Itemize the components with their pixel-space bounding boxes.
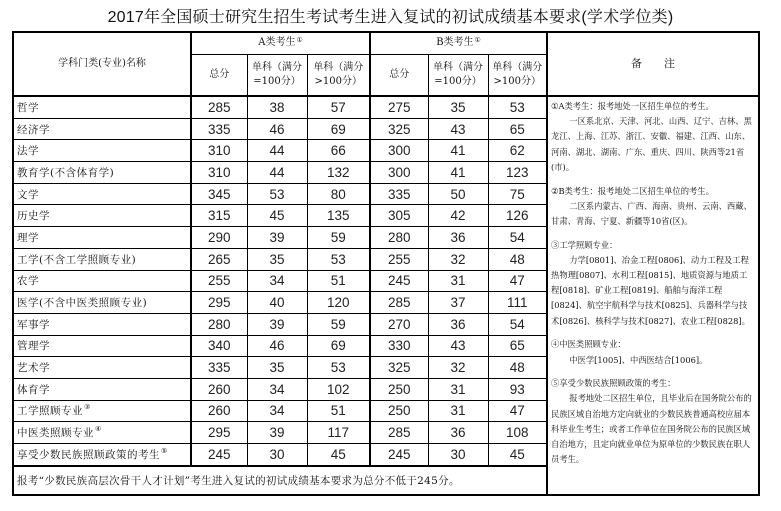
subject-name (13, 205, 191, 227)
a-total-cell: 315 (191, 205, 247, 227)
a-total-cell: 340 (191, 335, 247, 357)
subject-name-text: 经济学 (17, 123, 50, 136)
a-single-100-cell: 34 (247, 400, 307, 422)
a-total-cell: 310 (191, 162, 247, 184)
a-total-cell: 310 (191, 140, 247, 162)
a-single-over100-cell: 59 (307, 227, 370, 249)
footnote-mark: ① (474, 36, 481, 45)
a-single-over100-cell: 59 (307, 313, 370, 335)
b-single-over100-cell: 45 (488, 444, 547, 466)
a-single-over100-cell: 51 (307, 270, 370, 292)
subject-name-text: 医学(不含中医类照顾专业) (17, 297, 148, 310)
a-single-100-cell: 46 (247, 118, 307, 140)
b-total-cell: 245 (370, 270, 428, 292)
footnote-mark: ① (296, 36, 303, 45)
b-total-cell: 300 (370, 140, 428, 162)
b-single-100-cell: 36 (428, 313, 488, 335)
b-single-over100-cell: 123 (488, 162, 547, 184)
a-single-100-cell: 35 (247, 248, 307, 270)
b-single-100-cell: 42 (428, 205, 488, 227)
subject-name (13, 118, 191, 140)
a-total-cell: 335 (191, 118, 247, 140)
group-b-header (370, 32, 547, 54)
b-single-over100-cell: 65 (488, 118, 547, 140)
group-a-label: A类考生 (258, 37, 296, 49)
subject-name (13, 357, 191, 379)
subject-name (13, 140, 191, 162)
a-single-over100-cell: 51 (307, 400, 370, 422)
b-single-over100-cell: 54 (488, 313, 547, 335)
subject-name (13, 378, 191, 400)
subject-name (13, 444, 191, 466)
b-single-100-cell: 31 (428, 270, 488, 292)
b-single-over100-cell: 47 (488, 400, 547, 422)
b-single-over100-cell: 108 (488, 422, 547, 444)
subject-name-text: 法学 (17, 145, 39, 158)
b-total-cell: 325 (370, 118, 428, 140)
notes-column-header (547, 32, 759, 96)
a-single-over100-cell: 45 (307, 444, 370, 466)
a-total-cell: 260 (191, 400, 247, 422)
b-single-over100-cell: 48 (488, 248, 547, 270)
subject-name (13, 227, 191, 249)
note-2 (551, 184, 755, 230)
b-total-cell: 255 (370, 248, 428, 270)
b-total-cell: 305 (370, 205, 428, 227)
subject-name-text: 农学 (17, 275, 39, 288)
a-single-over100-cell: 69 (307, 118, 370, 140)
b-single-100-cell: 32 (428, 248, 488, 270)
a-single-over100-cell: 53 (307, 357, 370, 379)
notes-label: 备 注 (631, 57, 676, 70)
b-total-cell: 325 (370, 357, 428, 379)
a-total-cell: 290 (191, 227, 247, 249)
a-total-cell: 345 (191, 183, 247, 205)
b-single-over100-cell: 62 (488, 140, 547, 162)
a-single-over100-cell: 117 (307, 422, 370, 444)
b-single-over100-cell: 48 (488, 357, 547, 379)
subject-column-label: 学科门类(专业)名称 (58, 58, 146, 69)
a-single-100-cell: 35 (247, 357, 307, 379)
subject-name (13, 270, 191, 292)
a-single-100-cell: 38 (247, 96, 307, 118)
a-single-100-cell: 30 (247, 444, 307, 466)
page-title: 2017年全国硕士研究生招生考试考生进入复试的初试成绩基本要求(学术学位类) (107, 9, 674, 26)
b-total-cell: 275 (370, 96, 428, 118)
a-total-cell: 245 (191, 444, 247, 466)
a-single-100-cell: 39 (247, 227, 307, 249)
subject-name-text: 文学 (17, 188, 39, 201)
subject-name (13, 313, 191, 335)
a-single-over100-cell: 57 (307, 96, 370, 118)
b-single-100-header: 单科（满分=100分） (428, 54, 488, 96)
b-single-100-cell: 41 (428, 140, 488, 162)
subject-name-text: 教育学(不含体育学) (17, 166, 115, 179)
note-heading: ②B类考生：报考地处二区招生单位的考生。 (551, 185, 714, 196)
note-body: 力学[0801]、冶金工程[0806]、动力工程及工程热物理[0807]、水利工程[0815]、地质资源与地质工程[0818]、矿业工程[0819]、船舶与海洋工程[0824]、航空宇航科学与技术[0825]、兵器科学与技术[0826]、核科学与技术[0827]、农业工程[0828]。 (551, 254, 750, 326)
note-body: 中医学[1005]、中西医结合[1006]。 (569, 354, 708, 365)
subject-name (13, 335, 191, 357)
b-total-cell: 280 (370, 227, 428, 249)
b-single-over100-header: 单科（满分>100分） (488, 54, 547, 96)
b-single-over100-cell: 93 (488, 378, 547, 400)
b-total-cell: 335 (370, 183, 428, 205)
a-single-100-cell: 46 (247, 335, 307, 357)
note-body: 二区系内蒙古、广西、海南、贵州、云南、西藏、甘肃、青海、宁夏、新疆等10省(区)。 (551, 200, 752, 226)
a-single-over100-cell: 80 (307, 183, 370, 205)
b-total-header: 总分 (370, 54, 428, 96)
b-single-over100-cell: 47 (488, 270, 547, 292)
note-4 (551, 337, 755, 367)
b-single-over100-cell: 54 (488, 227, 547, 249)
subject-name (13, 162, 191, 184)
subject-name-text: 享受少数民族照顾政策的考生 (17, 448, 160, 461)
a-single-over100-cell: 120 (307, 292, 370, 314)
a-single-100-cell: 34 (247, 378, 307, 400)
a-total-cell: 285 (191, 96, 247, 118)
a-total-cell: 335 (191, 357, 247, 379)
b-single-100-cell: 31 (428, 378, 488, 400)
a-single-100-cell: 39 (247, 422, 307, 444)
b-single-over100-cell: 53 (488, 96, 547, 118)
b-single-100-cell: 36 (428, 422, 488, 444)
a-single-over100-cell: 66 (307, 140, 370, 162)
a-total-cell: 295 (191, 422, 247, 444)
notes-cell (547, 96, 759, 495)
a-single-over100-cell: 102 (307, 378, 370, 400)
a-single-over100-header: 单科（满分>100分） (307, 54, 370, 96)
footer-note: 报考“少数民族高层次骨干人才计划”考生进入复试的初试成绩基本要求为总分不低于245分。 (13, 466, 547, 495)
table-row (13, 96, 759, 118)
a-total-cell: 280 (191, 313, 247, 335)
a-single-100-cell: 44 (247, 140, 307, 162)
a-single-100-cell: 44 (247, 162, 307, 184)
b-single-over100-cell: 65 (488, 335, 547, 357)
b-total-cell: 300 (370, 162, 428, 184)
b-total-cell: 285 (370, 422, 428, 444)
a-total-cell: 255 (191, 270, 247, 292)
subject-name (13, 183, 191, 205)
b-single-100-cell: 37 (428, 292, 488, 314)
b-single-100-cell: 35 (428, 96, 488, 118)
subject-name-text: 体育学 (17, 383, 50, 396)
a-single-over100-cell: 69 (307, 335, 370, 357)
b-single-over100-cell: 126 (488, 205, 547, 227)
note-heading: ①A类考生：报考地处一区招生单位的考生。 (551, 101, 714, 111)
group-b-label: B类考生 (436, 37, 474, 49)
b-single-100-cell: 36 (428, 227, 488, 249)
note-heading: ④中医类照顾专业： (551, 339, 626, 350)
a-total-cell: 295 (191, 292, 247, 314)
subject-name-text: 理学 (17, 231, 39, 244)
subject-name-text: 工学(不含工学照顾专业) (17, 253, 137, 266)
b-total-cell: 245 (370, 444, 428, 466)
b-total-cell: 285 (370, 292, 428, 314)
subject-name (13, 96, 191, 118)
b-single-100-cell: 31 (428, 400, 488, 422)
note-body: 一区系北京、天津、河北、山西、辽宁、吉林、黑龙江、上海、江苏、浙江、安徽、福建、江西、山东、河南、湖北、湖南、广东、重庆、四川、陕西等21省(市)。 (551, 116, 752, 172)
subject-name-text: 工学照顾专业 (17, 405, 83, 418)
a-single-100-cell: 40 (247, 292, 307, 314)
b-single-100-cell: 30 (428, 444, 488, 466)
a-total-cell: 260 (191, 378, 247, 400)
subject-column-header (13, 32, 191, 96)
b-total-cell: 270 (370, 313, 428, 335)
note-body: 报考地处二区招生单位，且毕业后在国务院公布的民族区域自治地方定向就业的少数民族普通高校应届本科毕业生考生；或者工作单位在国务院公布的民族区域自治地方，且定向就业单位为原单位的少数民族在职人员考生。 (551, 393, 752, 465)
note-heading: ⑤享受少数民族照顾政策的考生： (551, 378, 676, 389)
subject-name-text: 艺术学 (17, 362, 50, 375)
note-3 (551, 238, 755, 329)
footnote-mark: ④ (95, 425, 102, 434)
subject-name (13, 248, 191, 270)
subject-name-text: 历史学 (17, 210, 50, 223)
a-single-100-cell: 53 (247, 183, 307, 205)
subject-name-text: 哲学 (17, 101, 39, 114)
a-single-over100-cell: 53 (307, 248, 370, 270)
a-total-cell: 265 (191, 248, 247, 270)
a-single-over100-cell: 135 (307, 205, 370, 227)
b-single-100-cell: 41 (428, 162, 488, 184)
b-single-100-cell: 43 (428, 118, 488, 140)
b-single-100-cell: 32 (428, 357, 488, 379)
note-heading: ③工学照顾专业： (551, 239, 618, 250)
note-1 (551, 99, 755, 175)
b-total-cell: 250 (370, 378, 428, 400)
a-single-100-cell: 34 (247, 270, 307, 292)
b-single-over100-cell: 111 (488, 292, 547, 314)
b-single-100-cell: 43 (428, 335, 488, 357)
b-single-over100-cell: 75 (488, 183, 547, 205)
score-requirements-table (12, 31, 760, 496)
a-single-over100-cell: 132 (307, 162, 370, 184)
b-total-cell: 250 (370, 400, 428, 422)
a-total-header: 总分 (191, 54, 247, 96)
group-a-header (191, 32, 370, 54)
subject-name (13, 422, 191, 444)
subject-name-text: 中医类照顾专业 (17, 427, 94, 440)
b-total-cell: 330 (370, 335, 428, 357)
note-5 (551, 376, 755, 467)
subject-name (13, 292, 191, 314)
a-single-100-header: 单科（满分=100分） (247, 54, 307, 96)
subject-name (13, 400, 191, 422)
subject-name-text: 管理学 (17, 340, 50, 353)
subject-name-text: 军事学 (17, 318, 50, 331)
b-single-100-cell: 50 (428, 183, 488, 205)
footnote-mark: ③ (84, 403, 91, 412)
a-single-100-cell: 45 (247, 205, 307, 227)
footnote-mark: ⑤ (161, 446, 168, 455)
a-single-100-cell: 39 (247, 313, 307, 335)
